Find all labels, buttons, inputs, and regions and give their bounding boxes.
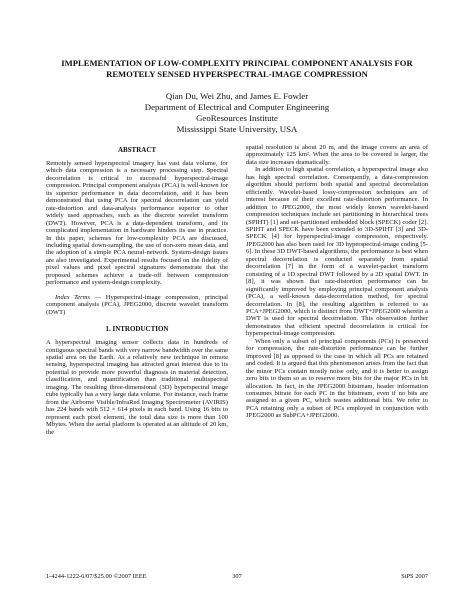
index-terms — [46, 294, 228, 316]
introduction-text: A hyperspectral imaging sensor collects data in hundreds of contiguous spectral bands with very narrow bandwidth over the same spatial area on the Earth. As a relatively new technique in remote sensing, hyperspectral imaging has attracted great interest due to its potential to provide more powerful diagnosis in material detection, classification, and quantification than traditional multispectral imaging. The resulting three-dimensional (3D) hyperspectral image cube typically has a very large data volume. For instance, each frame from the Airborne Visible/InfraRed Imaging Spectrometer (AVIRIS) has 224 bands with 512 × 614 pixels in each band. Using 16 bits to represent each pixel element, the total data size is more than 100 Mbytes. When the aerial platform is operated at an altitude of 20 km, the — [46, 339, 228, 436]
right-paragraph-2: In addition to high spatial correlation, a hyperspectral image also has high spectral correlation. Consequently, a data-compression algorithm should perform both spatial and spectral decorrelation efficiently. Wavelet-based lossy-compression techniques are of interest because of their excellent rate-distortion performance. In addition to JPEG2000, the most widely known wavelet-based compression techniques include set partitioning in hierarchical trees (SPIHT) [1] and set-partitioned embedded block (SPECK) coder [2]. SPIHT and SPECK have been extended to 3D-SPIHT [3] and 3D-SPECK [4] for hyperspectral-image compression, respectively. JPEG2000 has also been used for 3D hyperspectral-image coding [5-6]. In these 3D DWT-based algorithms, the performance is best when spectral decorrelation is conducted separately from spatial decorrelation [7] in the form of a wavelet-packet transform consisting of a 1D spectral DWT followed by a 2D spatial DWT. In [8], it was shown that rate-distortion performance can be significantly improved by employing principal component analysis (PCA), a well-known data-decorrelation method, for spectral decorrelation. In [8], the resulting algorithm is referred to as PCA+JPEG2000, which is distinct from DWT+JPEG2000 wherein a DWT is used for spectral decorrelation. This observation further demonstrates that efficient spectral decorrelation is critical for hyperspectral-image compression. — [246, 166, 428, 338]
title-line-2: REMOTELY SENSED HYPERSPECTRAL-IMAGE COMPRESSION — [106, 69, 368, 79]
abstract-heading: ABSTRACT — [117, 146, 157, 154]
footer-conference: SiPS 2007 — [401, 573, 428, 580]
author-affiliation-institute: GeoResources Institute — [196, 113, 278, 123]
right-paragraph-1: spatial resolution is about 20 m, and the image covers an area of approximately 125 km². When the area to be covered is larger, the data size increases dramatically. — [246, 144, 428, 166]
introduction-heading: 1. INTRODUCTION — [105, 325, 169, 334]
left-column — [46, 146, 228, 436]
paper-title — [30, 58, 444, 80]
author-names: Qian Du, Wei Zhu, and James E. Fowler — [165, 91, 309, 101]
abstract-text: Remotely sensed hyperspectral imagery has vast data volume, for which data compression is a necessary processing step. Spectral decorrelation is critical to successful hyperspectral-image compression. Principal component analysis (PCA) is well-known for its superior performance in data decorrelation, and it has been demonstrated that using PCA for spectral decorrelation can yield rate-distortion and data-analysis performance superior to other widely used approaches, such as the discrete wavelet transform (DWT). However, PCA is a data-dependent transform, and its complicated implementation in hardware hinders its use in practice. In this paper, schemes for low-complexity PCA are discussed, including spatial down-sampling, the use of non-zero mean data, and the adoption of a simple PCA neural-network. System-design issues are also investigated. Experimental results focused on the fidelity of pixel values and pixel spectral signatures demonstrate that the proposed schemes achieve a trade-off between compression performance and system-design complexity. — [46, 160, 228, 287]
index-terms-text: — Hyperspectral-image compression, principal component analysis (PCA), JPEG2000, discrete wavelet transform (DWT) — [46, 293, 228, 316]
author-affiliation-department: Department of Electrical and Computer Engineering — [144, 102, 330, 112]
right-column — [246, 144, 428, 420]
footer-page-number: 307 — [232, 573, 242, 580]
right-paragraph-3: When only a subset of principal components (PCs) is preserved for compression, the rate-distortion performance can be further improved [8] as opposed to the case in which all PCs are retained and coded. It is argued that this phenomenon arises from the fact that the minor PCs contain mostly noise only, and it is better to assign zero bits to them so as to reserve more bits for the major PCs in bit allocation. In fact, in the JPEG2000 bitstream, header information consumes bitrate for each PC in the bitstream, even if no bits are assigned to a given PC, which wastes additional bits. We refer to PCA retaining only a subset of PCs employed in conjunction with JPEG2000 as SubPCA+JPEG2000. — [246, 337, 428, 420]
footer-copyright: 1-4244-1222-6/07/$25.00 ©2007 IEEE — [46, 573, 147, 580]
index-terms-label: Index Terms — [55, 293, 90, 301]
author-affiliation-university: Mississippi State University, USA — [176, 124, 298, 134]
title-line-1: IMPLEMENTATION OF LOW-COMPLEXITY PRINCIPAL COMPONENT ANALYSIS FOR — [61, 58, 413, 68]
